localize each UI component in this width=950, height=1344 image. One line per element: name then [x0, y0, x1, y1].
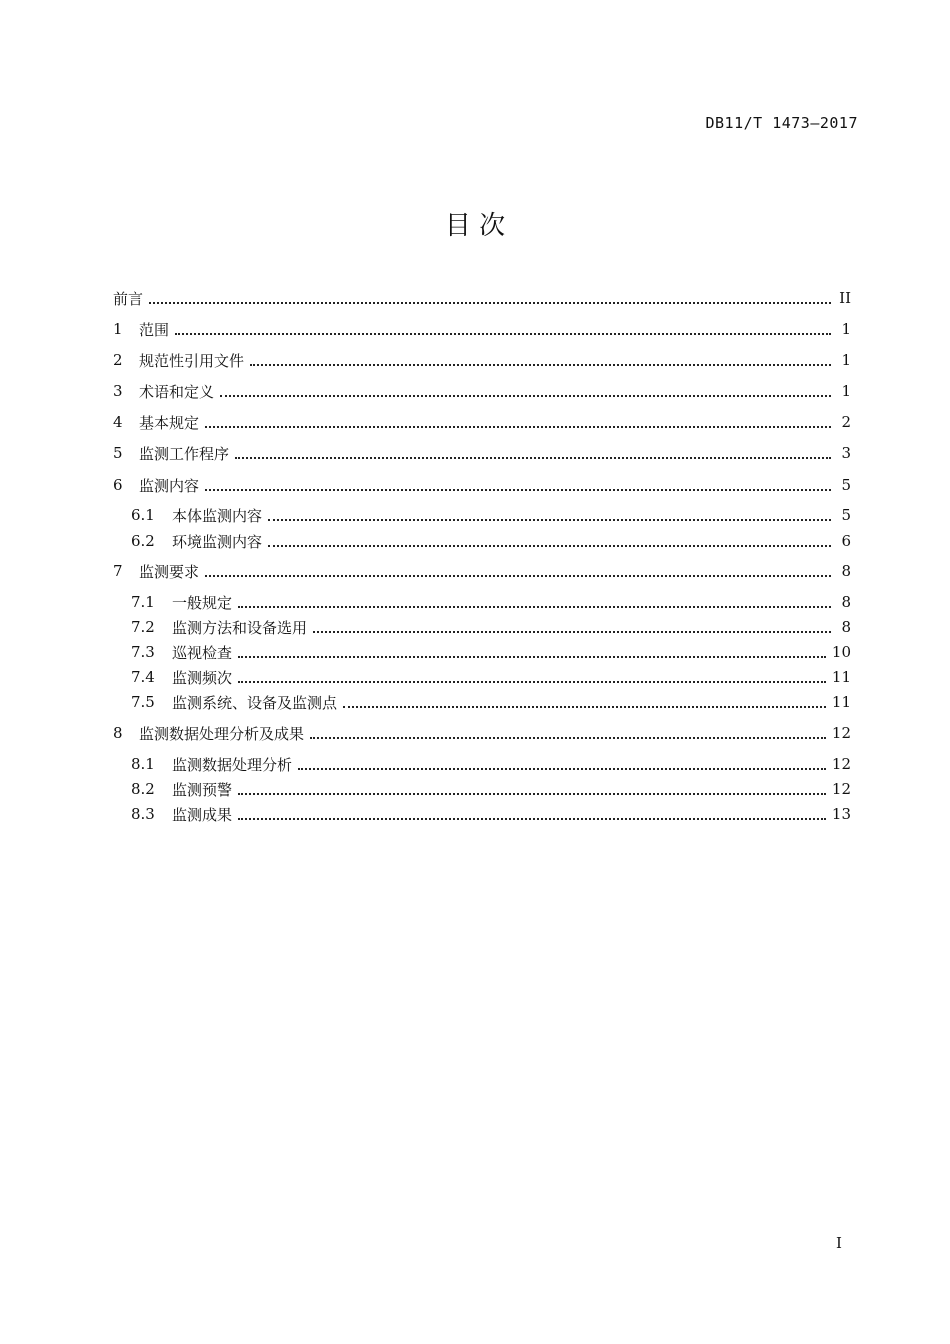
toc-entry[interactable] — [113, 285, 851, 311]
toc-entry-page: 10 — [831, 643, 851, 661]
toc-leader-dots — [238, 606, 831, 608]
toc-entry-label: 监测工作程序 — [139, 444, 230, 463]
toc-leader-dots — [175, 333, 831, 335]
toc-entry-page: 8 — [841, 562, 851, 580]
toc-leader-dots — [313, 631, 831, 633]
toc-subentry[interactable] — [131, 776, 851, 802]
toc-leader-dots — [220, 395, 831, 397]
toc-entry-label: 基本规定 — [139, 413, 200, 432]
toc-entry-page: 5 — [841, 476, 851, 494]
toc-entry-page: 12 — [831, 724, 851, 742]
toc-subentry[interactable] — [131, 589, 851, 615]
toc-leader-dots — [310, 737, 826, 739]
toc-subentry[interactable] — [131, 639, 851, 665]
toc-leader-dots — [235, 457, 831, 459]
standard-code: DB11/T 1473—2017 — [705, 114, 858, 132]
toc-entry-label: 本体监测内容 — [172, 506, 263, 525]
toc-leader-dots — [238, 681, 826, 683]
toc-entry-page: 8 — [841, 618, 851, 636]
toc-leader-dots — [238, 818, 826, 820]
toc-entry-number: 7.1 — [131, 593, 155, 611]
toc-entry-number: 7 — [113, 562, 123, 580]
toc-entry-page: 12 — [831, 780, 851, 798]
toc-entry-page: 2 — [841, 413, 851, 431]
toc-entry-number: 8.1 — [131, 755, 155, 773]
toc-entry-label: 监测数据处理分析 — [172, 755, 293, 774]
toc-subentry[interactable] — [131, 664, 851, 690]
toc-entry[interactable] — [113, 378, 851, 404]
toc-entry-number: 8.3 — [131, 805, 155, 823]
toc-subentry[interactable] — [131, 751, 851, 777]
toc-entry-page: 1 — [841, 382, 851, 400]
toc-entry-label: 监测频次 — [172, 668, 233, 687]
toc-entry-page: 12 — [831, 755, 851, 773]
toc-entry-page: 1 — [841, 320, 851, 338]
toc-leader-dots — [149, 302, 831, 304]
toc-entry-number: 8.2 — [131, 780, 155, 798]
toc-entry[interactable] — [113, 472, 851, 498]
toc-leader-dots — [205, 489, 831, 491]
toc-entry-label: 范围 — [139, 320, 170, 339]
toc-entry-label: 一般规定 — [172, 593, 233, 612]
toc-entry-page: 6 — [841, 532, 851, 550]
page-title: 目 次 — [444, 211, 506, 241]
toc-entry[interactable] — [113, 558, 851, 584]
toc-leader-dots — [205, 426, 831, 428]
page-number: I — [836, 1234, 842, 1252]
toc-entry-number: 2 — [113, 351, 123, 369]
toc-leader-dots — [238, 793, 826, 795]
toc-entry-page: 3 — [841, 444, 851, 462]
toc-entry-label: 前言 — [113, 289, 144, 308]
toc-entry-label: 监测预警 — [172, 780, 233, 799]
toc-subentry[interactable] — [131, 528, 851, 554]
toc-entry-label: 监测成果 — [172, 805, 233, 824]
toc-entry-number: 8 — [113, 724, 123, 742]
toc-subentry[interactable] — [131, 502, 851, 528]
toc-leader-dots — [250, 364, 831, 366]
toc-entry-number: 6.1 — [131, 506, 155, 524]
toc-subentry[interactable] — [131, 689, 851, 715]
toc-entry[interactable] — [113, 409, 851, 435]
toc-entry[interactable] — [113, 316, 851, 342]
toc-entry-label: 环境监测内容 — [172, 532, 263, 551]
toc-entry-page: 5 — [841, 506, 851, 524]
toc-entry-label: 巡视检查 — [172, 643, 233, 662]
toc-entry-number: 5 — [113, 444, 123, 462]
toc-entry-label: 监测要求 — [139, 562, 200, 581]
toc-entry[interactable] — [113, 347, 851, 373]
toc-entry-number: 6 — [113, 476, 123, 494]
toc-entry-page: 1 — [841, 351, 851, 369]
toc-entry-number: 1 — [113, 320, 123, 338]
toc-entry-label: 术语和定义 — [139, 382, 215, 401]
toc-entry-number: 7.2 — [131, 618, 155, 636]
toc-subentry[interactable] — [131, 801, 851, 827]
toc-entry-number: 4 — [113, 413, 123, 431]
toc-leader-dots — [343, 706, 826, 708]
toc-subentry[interactable] — [131, 614, 851, 640]
toc-entry-page: 11 — [831, 668, 851, 686]
toc-entry-page: 8 — [841, 593, 851, 611]
toc-entry-label: 规范性引用文件 — [139, 351, 245, 370]
toc-entry-page: 13 — [831, 805, 851, 823]
toc-entry-number: 7.3 — [131, 643, 155, 661]
toc-leader-dots — [205, 575, 831, 577]
toc-entry-label: 监测数据处理分析及成果 — [139, 724, 305, 743]
toc-entry[interactable] — [113, 720, 851, 746]
toc-entry-number: 7.4 — [131, 668, 155, 686]
toc-entry-number: 7.5 — [131, 693, 155, 711]
toc-leader-dots — [298, 768, 826, 770]
toc-entry-label: 监测方法和设备选用 — [172, 618, 308, 637]
toc-entry-label: 监测系统、设备及监测点 — [172, 693, 338, 712]
toc-entry-page: II — [839, 289, 851, 307]
toc-entry-number: 6.2 — [131, 532, 155, 550]
toc-entry-page: 11 — [831, 693, 851, 711]
toc-leader-dots — [268, 519, 831, 521]
toc-entry-number: 3 — [113, 382, 123, 400]
toc-leader-dots — [268, 545, 831, 547]
toc-leader-dots — [238, 656, 826, 658]
toc-entry[interactable] — [113, 440, 851, 466]
toc-entry-label: 监测内容 — [139, 476, 200, 495]
